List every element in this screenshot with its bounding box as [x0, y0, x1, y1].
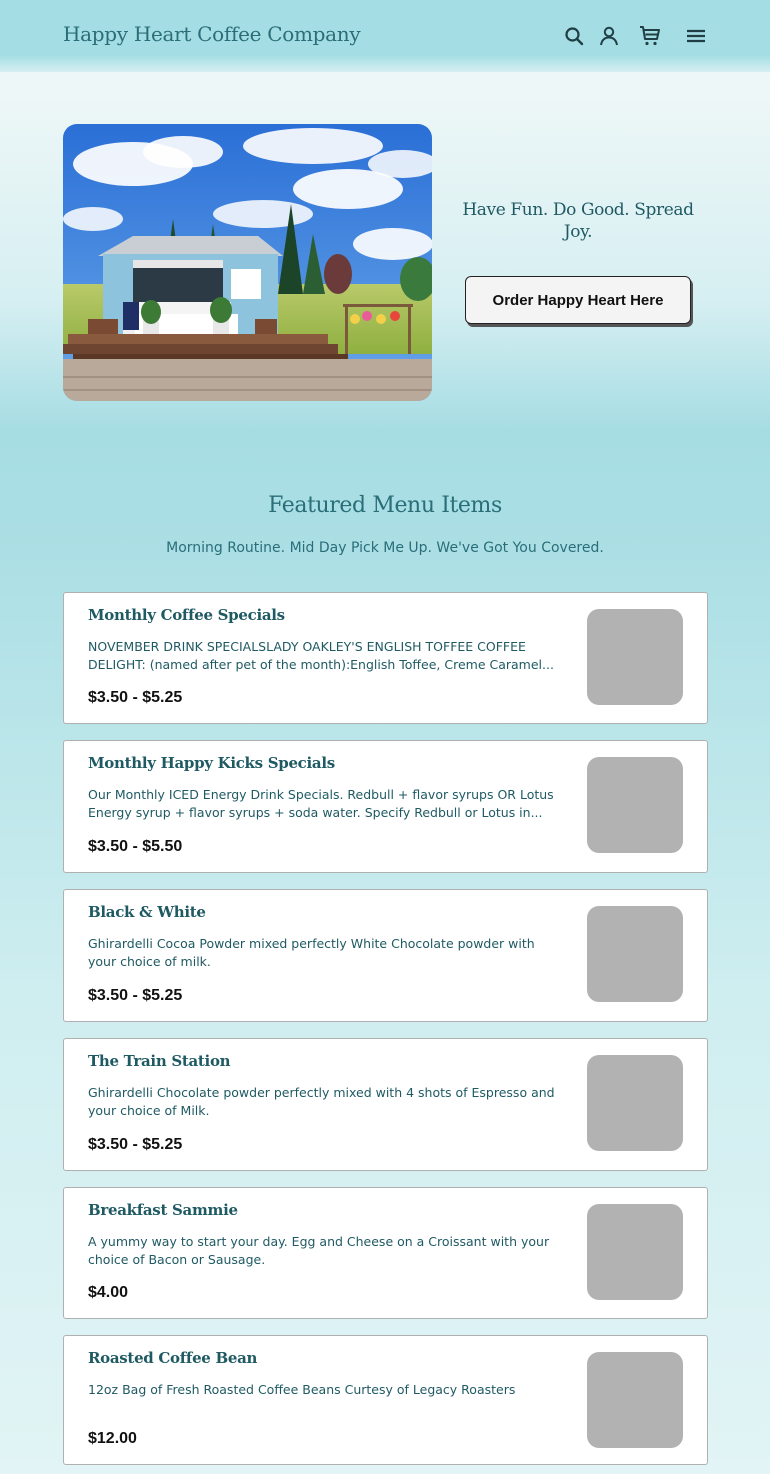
menu-item-name[interactable]: The Train Station — [88, 1052, 231, 1070]
menu-item-name[interactable]: Roasted Coffee Bean — [88, 1349, 258, 1367]
account-icon[interactable] — [597, 24, 621, 48]
menu-item-name[interactable]: Breakfast Sammie — [88, 1201, 238, 1219]
menu-item-card[interactable] — [63, 1335, 708, 1465]
menu-item-description: Ghirardelli Cocoa Powder mixed perfectly White Chocolate powder with your choice of milk. — [88, 936, 535, 969]
order-button[interactable]: Order Happy Heart Here — [465, 276, 691, 324]
menu-item-image[interactable] — [587, 1204, 683, 1300]
menu-item-image[interactable] — [587, 609, 683, 705]
menu-item-description: Ghirardelli Chocolate powder perfectly mixed with 4 shots of Espresso and your choice of Milk. — [88, 1085, 555, 1118]
menu-item-card[interactable] — [63, 740, 708, 873]
menu-item-card[interactable] — [63, 1038, 708, 1171]
menu-item-card[interactable] — [63, 592, 708, 724]
menu-item-price: $3.50 - $5.25 — [88, 1136, 183, 1153]
menu-icon[interactable] — [684, 24, 708, 48]
menu-item-price: $3.50 - $5.50 — [88, 838, 183, 855]
menu-item-name[interactable]: Monthly Happy Kicks Specials — [88, 754, 335, 772]
menu-item-price: $4.00 — [88, 1284, 129, 1301]
menu-item-price: $3.50 - $5.25 — [88, 689, 183, 706]
site-header — [0, 0, 770, 72]
menu-item-price: $3.50 - $5.25 — [88, 987, 183, 1004]
hero-tagline: Have Fun. Do Good. Spread Joy. — [462, 200, 694, 242]
menu-item-name[interactable]: Black & White — [88, 903, 206, 921]
menu-item-image[interactable] — [587, 1055, 683, 1151]
search-icon[interactable] — [562, 24, 586, 48]
cart-icon[interactable] — [638, 24, 662, 48]
brand-logo[interactable]: Happy Heart Coffee Company — [63, 22, 361, 46]
menu-item-card[interactable] — [63, 1187, 708, 1319]
menu-item-description: A yummy way to start your day. Egg and Cheese on a Croissant with your choice of Bacon or Sausage. — [88, 1234, 550, 1267]
menu-item-description: 12oz Bag of Fresh Roasted Coffee Beans Curtesy of Legacy Roasters — [88, 1382, 516, 1397]
featured-title: Featured Menu Items — [268, 493, 502, 518]
menu-item-name[interactable]: Monthly Coffee Specials — [88, 606, 285, 624]
hero-image — [63, 124, 432, 401]
menu-item-image[interactable] — [587, 1352, 683, 1448]
menu-item-description: NOVEMBER DRINK SPECIALSLADY OAKLEY'S ENGLISH TOFFEE COFFEE DELIGHT: (named after pet of the month):English Toffee, Creme Caramel... — [88, 639, 554, 672]
menu-item-image[interactable] — [587, 906, 683, 1002]
menu-item-description: Our Monthly ICED Energy Drink Specials. Redbull + flavor syrups OR Lotus Energy syrup + flavor syrups + soda water. Specify Redbull or Lotus in... — [88, 787, 554, 820]
featured-subtitle: Morning Routine. Mid Day Pick Me Up. We've Got You Covered. — [166, 540, 604, 556]
menu-item-price: $12.00 — [88, 1430, 137, 1447]
menu-item-image[interactable] — [587, 757, 683, 853]
menu-item-card[interactable] — [63, 889, 708, 1022]
